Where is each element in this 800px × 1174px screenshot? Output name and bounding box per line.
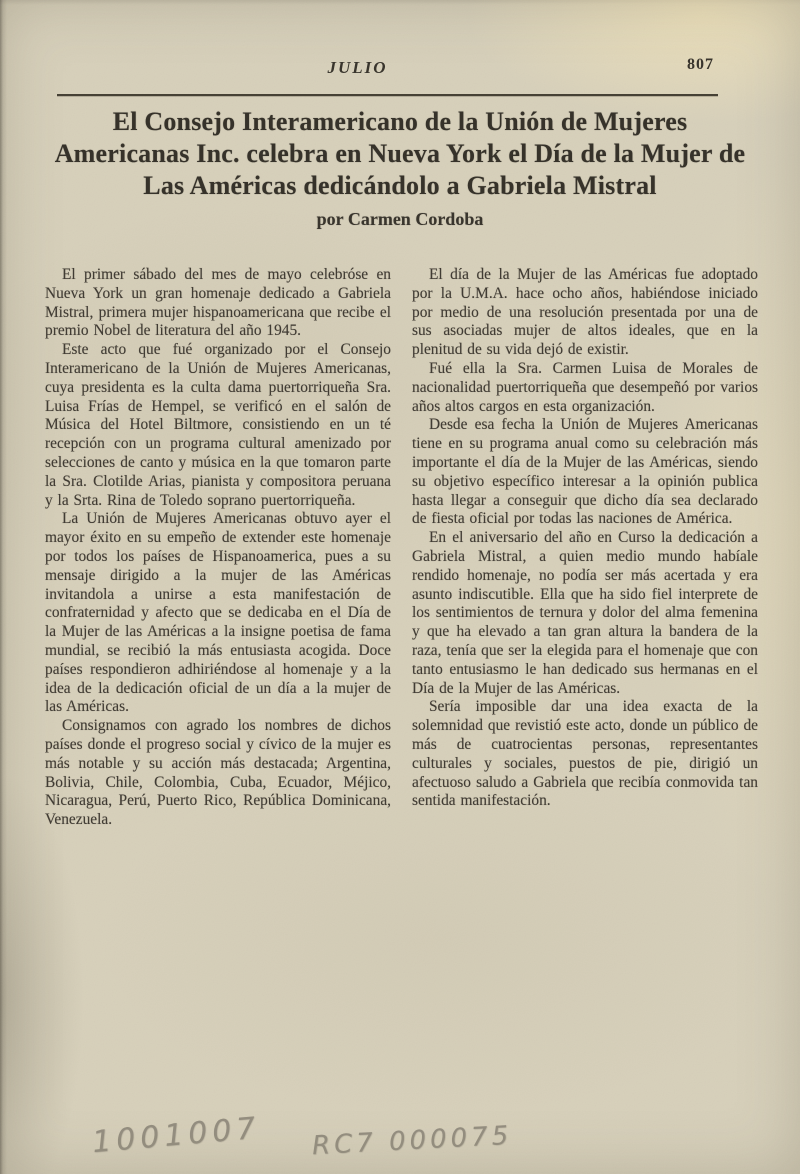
article-paragraph: Fué ella la Sra. Carmen Luisa de Morales de nacionalidad puertorriqueña que desempeñó por varios años altos cargos en esta organización. bbox=[412, 359, 758, 415]
article-paragraph: En el aniversario del año en Curso la dedicación a Gabriela Mistral, a quien medio mundo habíale rendido homenaje, no podía ser más acertada y era asunto indiscutible. Ella que ha sido fiel interprete de los sentimientos de ternura y dolor del alma femenina y que ha elevado a tan gran altura la bandera de la raza, tenía que ser la elegida para el homenaje que con tanto entusiasmo le han dedicado sus hermanas en el Día de la Mujer de las Américas. bbox=[412, 529, 758, 697]
page-number: 807 bbox=[687, 56, 714, 73]
article-paragraph: Consignamos con agrado los nombres de dichos países donde el progreso social y cívico de la mujer es más notable y su acción más destacada; Argentina, Bolivia, Chile, Colombia, Cuba, Ecuador, Méjico, Nicaragua, Perú, Puerto Rico, República Dominicana, Venezuela. bbox=[45, 717, 391, 829]
article-byline: por Carmen Cordoba bbox=[316, 209, 484, 229]
article-paragraph: Desde esa fecha la Unión de Mujeres Americanas tiene en su programa anual como su celebración más importante el día de la Mujer de las Américas, siendo su objetivo específico interesar a la opinión publica hasta llegar a conseguir que dicho día sea declarado de fiesta oficial por todas las naciones de América. bbox=[412, 416, 758, 528]
handwritten-code-right: RC7 000075 bbox=[311, 1120, 513, 1162]
article-paragraph: Sería imposible dar una idea exacta de la solemnidad que revistió este acto, donde un público de más de cuatrocientas personas, representantes culturales y sociales, puestos de pie, dirigió un afectuoso saludo a Gabriela que recibía conmovida tan sentida manifestación. bbox=[412, 698, 758, 810]
header-rule bbox=[57, 94, 718, 96]
article-paragraph: El día de la Mujer de las Américas fue adoptado por la U.M.A. hace ocho años, habiéndose iniciado por medio de una resolución presentada por una de sus asociadas mujer de altos ideales, que en la plenitud de su vida dejó de existir. bbox=[412, 266, 758, 359]
article-paragraph: La Unión de Mujeres Americanas obtuvo ayer el mayor éxito en su empeño de extender este homenaje por todos los países de Hispanoamerica, pues a su mensaje dirigido a la mujer de las Américas invitandola a unirse a esta manifestación de confraternidad y afecto que se dedicaba en el Día de la Mujer de las Américas a la insigne poetisa de fama mundial, se recibió la más entusiasta acogida. Doce países respondieron adhiriéndose al homenaje y a la idea de la dedicación oficial de un día a la mujer de las Américas. bbox=[45, 510, 391, 716]
article-body bbox=[45, 266, 758, 830]
article-title: El Consejo Interamericano de la Unión de Mujeres Americanas Inc. celebra en Nueva York el Día de la Mujer de Las Américas dedicándolo a Gabriela Mistral bbox=[54, 107, 746, 200]
journal-month-label: JULIO bbox=[327, 58, 388, 77]
handwritten-code-left: 1001007 bbox=[90, 1110, 262, 1161]
article-paragraph: El primer sábado del mes de mayo celebróse en Nueva York un gran homenaje dedicado a Gabriela Mistral, primera mujer hispanoamericana que recibe el premio Nobel de literatura del año 1945. bbox=[45, 266, 391, 340]
article-masthead bbox=[48, 106, 752, 230]
article-paragraph: Este acto que fué organizado por el Consejo Interamericano de la Unión de Mujeres Americanas, cuya presidenta es la culta dama puertorriqueña Sra. Luisa Frías de Hempel, se verificó en el salón de Música del Hotel Biltmore, consistiendo en un té recepción con un programa cultural amenizado por selecciones de canto y música en la que tomaron parte la Sra. Clotilde Arias, pianista y compositora peruana y la Srta. Rina de Toledo soprano puertorriqueña. bbox=[45, 341, 391, 509]
page-header bbox=[57, 58, 718, 84]
right-column bbox=[412, 266, 758, 830]
left-column bbox=[45, 266, 391, 830]
